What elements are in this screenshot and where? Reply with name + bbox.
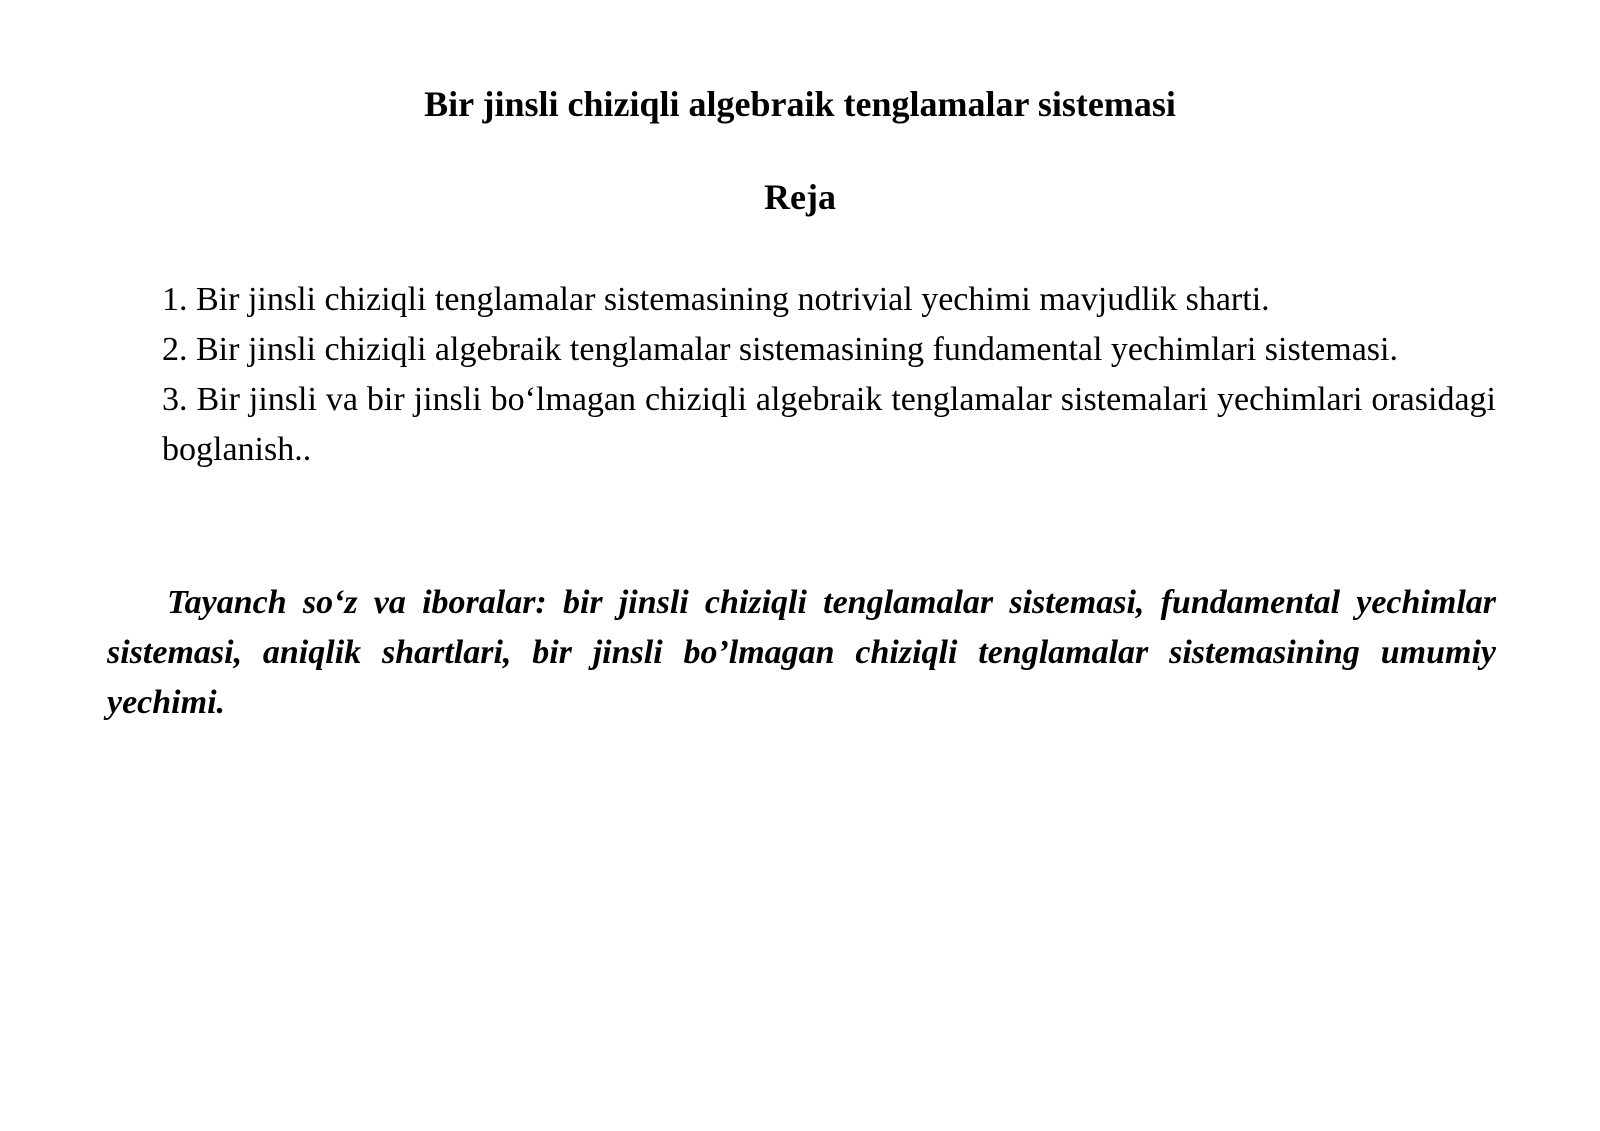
- plan-heading: Reja: [764, 177, 836, 217]
- document-title: Bir jinsli chiziqli algebraik tenglamalar sistemasi: [424, 84, 1176, 124]
- plan-item: 1. Bir jinsli chiziqli tenglamalar sistemasining notrivial yechimi mavjudlik sharti.: [162, 281, 1270, 318]
- keywords-paragraph: Tayanch so‘z va iboralar: bir jinsli chiziqli tenglamalar sistemasi, fundamental yechimlar sistemasi, aniqlik shartlari, bir jinsli bo’lmagan chiziqli tenglamalar sistemasining umumiy yechimi.: [107, 584, 1496, 721]
- plan-list: [162, 275, 1496, 475]
- plan-item: 2. Bir jinsli chiziqli algebraik tenglamalar sistemasining fundamental yechimlari sistemasi.: [162, 331, 1398, 368]
- plan-item: 3. Bir jinsli va bir jinsli bo‘lmagan chiziqli algebraik tenglamalar sistemalari yechimlari orasidagi boglanish..: [162, 381, 1496, 468]
